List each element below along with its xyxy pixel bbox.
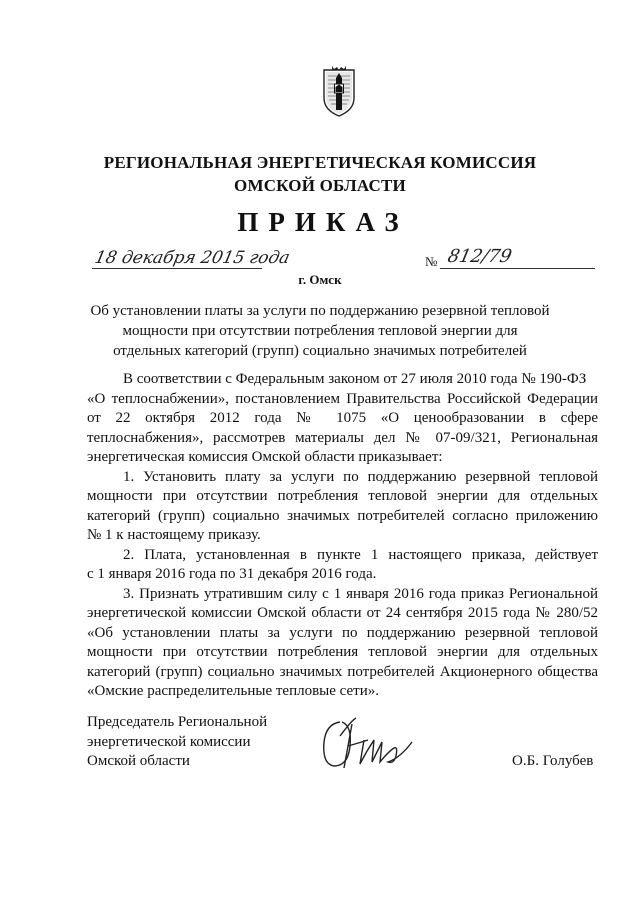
city-label: г. Омск: [298, 272, 342, 287]
document-type-title: ПРИКАЗ: [237, 207, 409, 237]
signer-position-line: Председатель Региональной: [87, 714, 268, 730]
signer-position: [87, 713, 267, 772]
subject-line: отдельных категорий (групп) социально значимых потребителей: [113, 343, 527, 359]
body-line: от 22 октября 2012 года № 1075 «О ценообразовании в сфере: [87, 410, 598, 426]
body-line: «Омские распределительные тепловые сети».: [87, 683, 379, 699]
body-line: энергетической комиссии Омской области от 24 сентября 2015 года № 280/52: [87, 605, 598, 621]
body-line: с 1 января 2016 года по 31 декабря 2016 года.: [87, 566, 377, 582]
body-line: мощности при отсутствии потребления тепловой энергии для отдельных: [87, 488, 598, 504]
body-line: 3. Признать утратившим силу с 1 января 2016 года приказ Региональной: [123, 585, 598, 602]
body-line: В соответствии с Федеральным законом от 27 июля 2010 года № 190-ФЗ: [123, 371, 587, 387]
body-line: энергетическая комиссия Омской области приказывает:: [87, 449, 443, 465]
body-line: 2. Плата, установленная в пункте 1 настоящего приказа, действует: [123, 546, 598, 563]
signer-position-line: энергетической комиссии: [87, 733, 251, 750]
handwritten-document-number: 812/79: [445, 246, 514, 267]
body-line: «О теплоснабжении», постановлением Правительства Российской Федерации: [87, 390, 598, 407]
signer-position-line: Омской области: [87, 753, 190, 769]
handwritten-signature-icon: [318, 712, 418, 776]
body-line: категорий (групп) социально значимых потребителей Акционерного общества: [87, 663, 598, 680]
body-line: категорий (групп) социально значимых потребителей согласно приложению: [87, 507, 598, 524]
body-line: 1. Установить плату за услуги по поддержанию резервной тепловой: [123, 468, 598, 485]
number-underline: [440, 268, 595, 269]
organization-name-line-2: ОМСКОЙ ОБЛАСТИ: [234, 176, 406, 195]
order-body: [87, 370, 598, 702]
signee-name: О.Б. Голубев: [512, 753, 594, 769]
date-underline: [92, 268, 262, 269]
omsk-coat-of-arms-icon: [320, 64, 358, 118]
subject-line: мощности при отсутствии потребления тепловой энергии для: [122, 323, 518, 339]
body-line: теплоснабжения», рассмотрев материалы дел № 07-09/321, Региональная: [87, 429, 598, 446]
organization-name-line-1: РЕГИОНАЛЬНАЯ ЭНЕРГЕТИЧЕСКАЯ КОМИССИЯ: [103, 153, 537, 172]
subject-line: Об установлении платы за услуги по поддержанию резервной тепловой: [90, 303, 550, 319]
document-number-label: №: [425, 254, 438, 269]
body-line: «Об установлении платы за услуги по поддержанию резервной тепловой: [87, 624, 598, 641]
body-line: № 1 к настоящему приказу.: [87, 527, 261, 543]
order-subject: [80, 301, 560, 361]
handwritten-date: 18 декабря 2015 года: [92, 248, 292, 268]
body-line: мощности при отсутствии потребления тепловой энергии для отдельных: [87, 644, 598, 660]
